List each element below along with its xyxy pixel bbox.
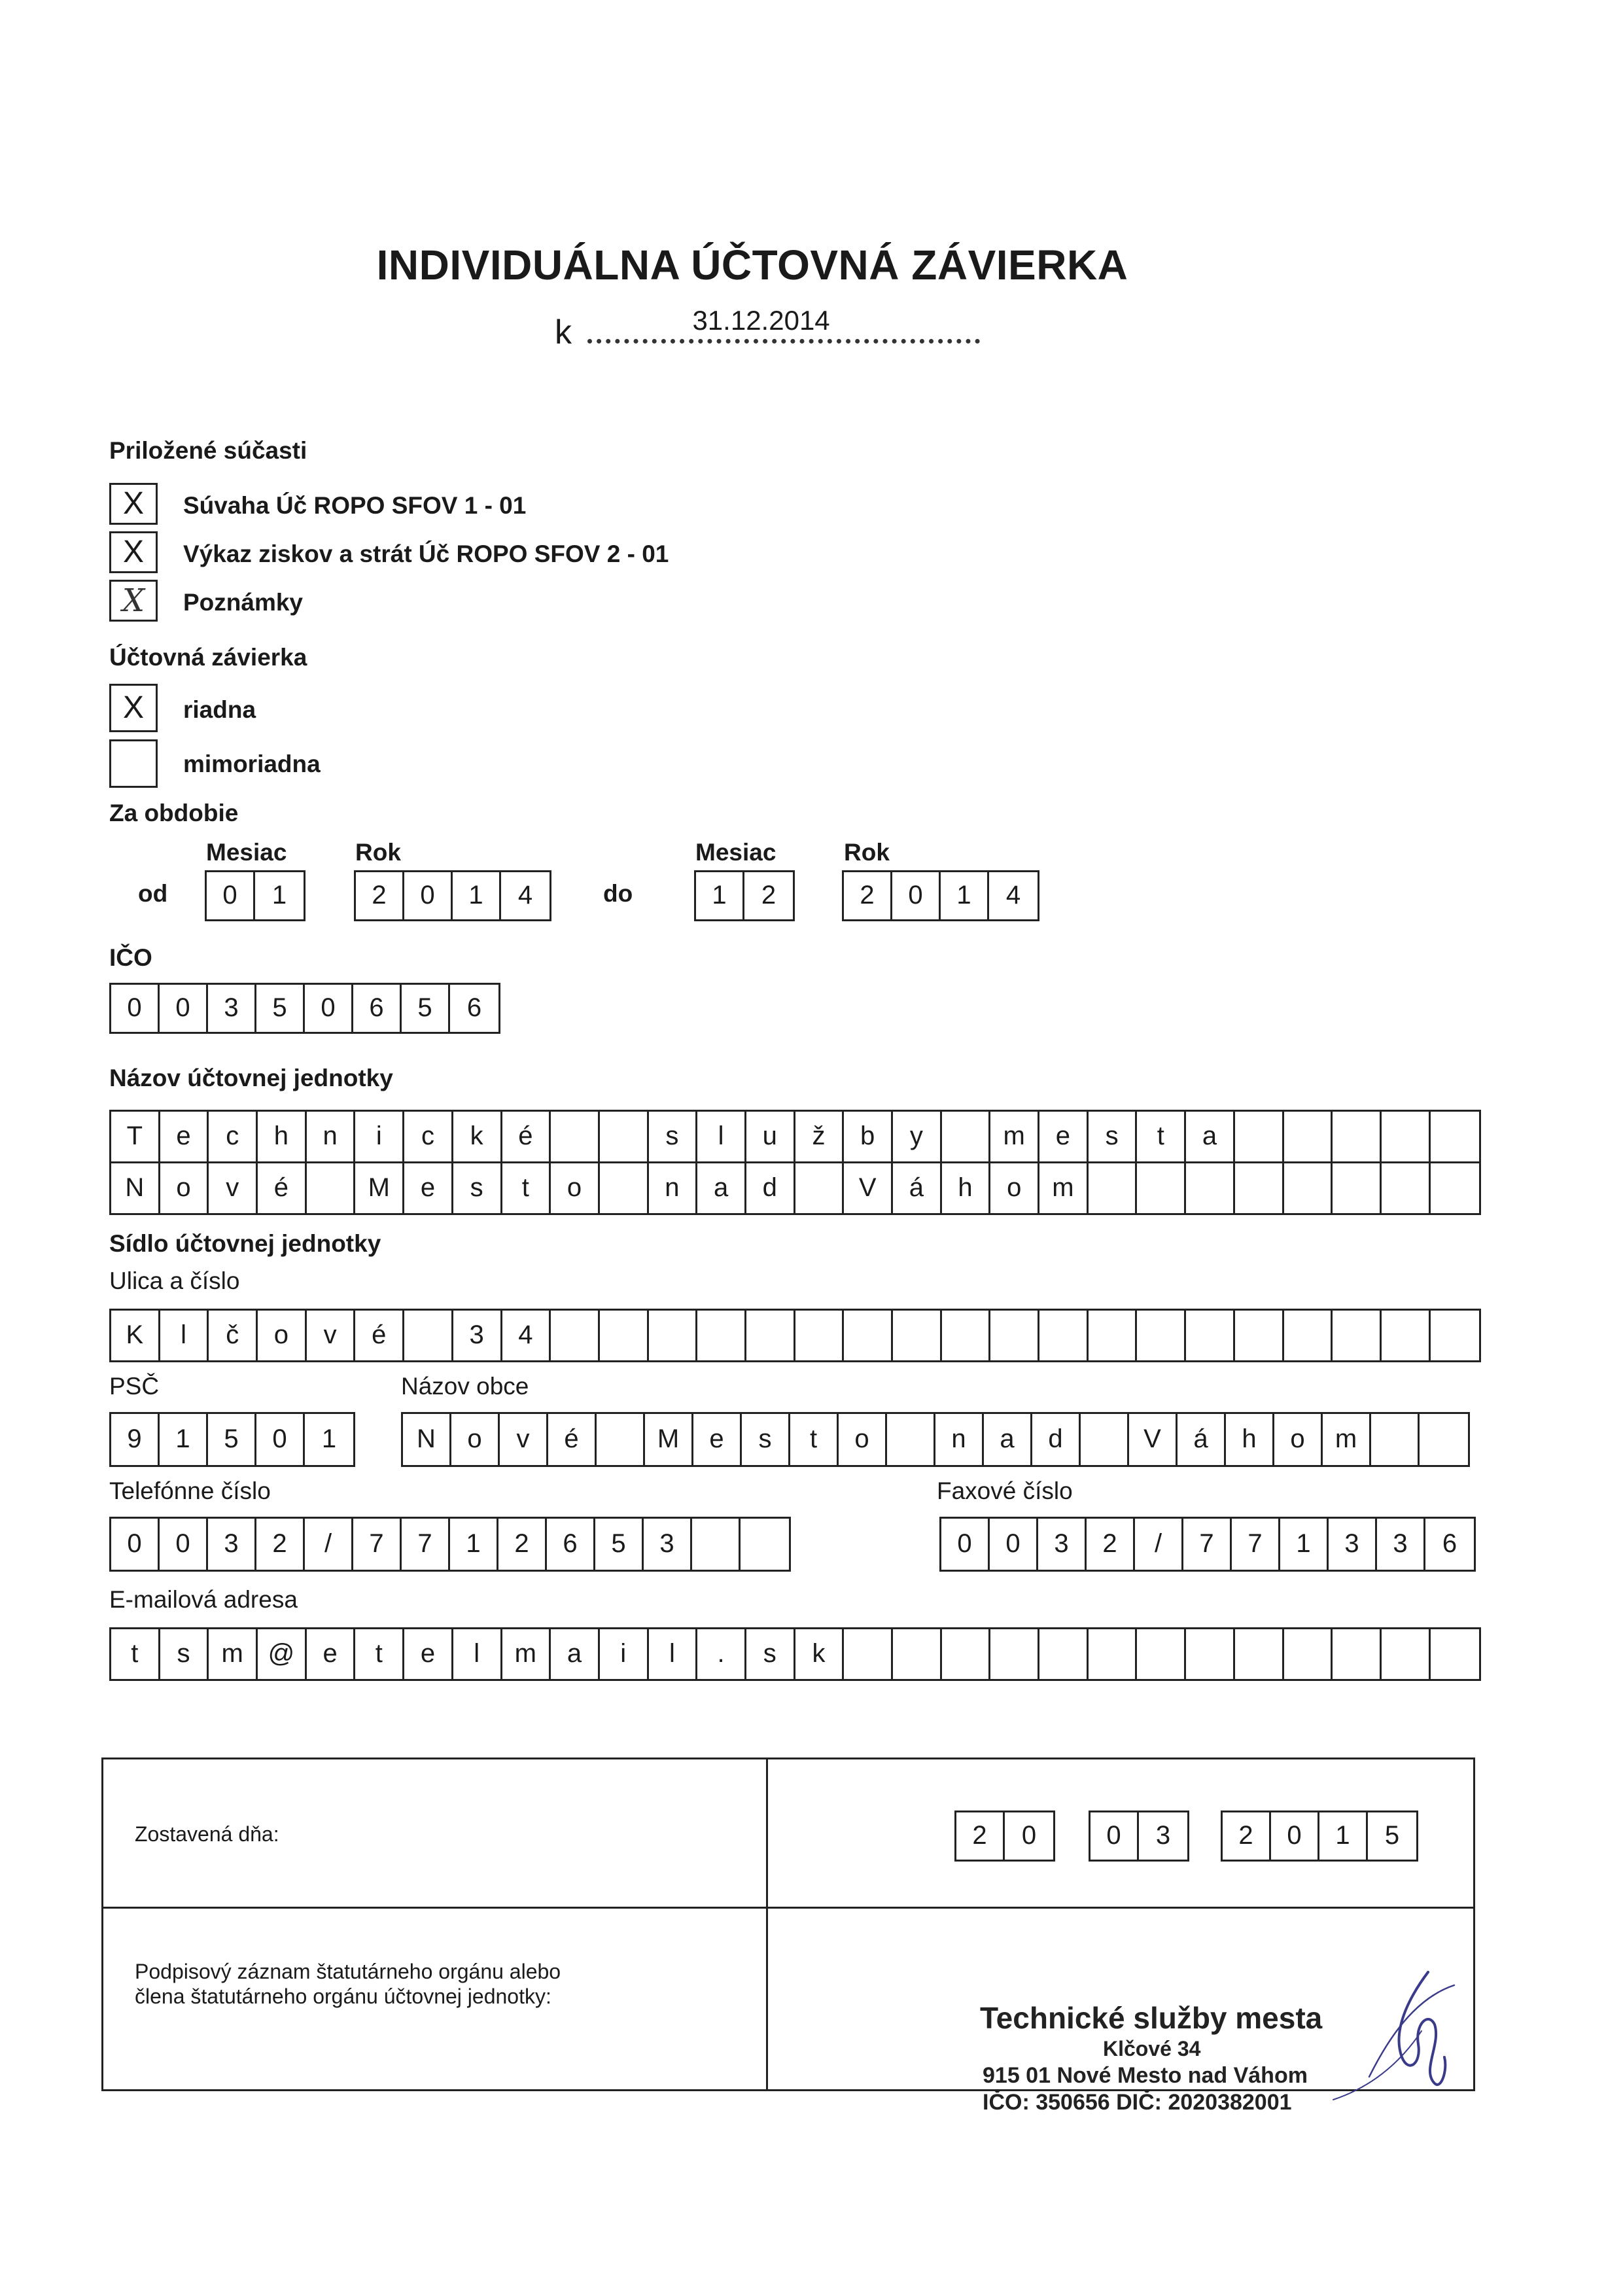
char-cell xyxy=(795,1163,845,1213)
digit-cell: 2 xyxy=(256,1519,305,1570)
label-extraordinary: mimoriadna xyxy=(183,751,321,777)
closure-type-heading: Účtovná závierka xyxy=(109,644,307,671)
char-cell: á xyxy=(1178,1414,1226,1465)
city-label: Názov obce xyxy=(401,1373,529,1400)
label-regular: riadna xyxy=(183,696,256,723)
street-row xyxy=(111,1311,1479,1360)
char-cell: c xyxy=(404,1112,453,1161)
email-label: E-mailová adresa xyxy=(109,1586,298,1613)
digit-cell: / xyxy=(305,1519,353,1570)
char-cell: o xyxy=(1274,1414,1323,1465)
to-month-field[interactable] xyxy=(694,870,795,921)
digit-cell: 2 xyxy=(844,872,892,919)
digit-cell: 0 xyxy=(207,872,255,919)
digit-cell: 1 xyxy=(271,881,287,910)
char-cell xyxy=(893,1311,942,1360)
char-cell xyxy=(795,1311,845,1360)
char-cell xyxy=(1420,1414,1468,1465)
digit-cell: 2 xyxy=(498,1519,547,1570)
digit-cell: 3 xyxy=(208,1519,256,1570)
char-cell: K xyxy=(111,1311,160,1360)
digit-cell: 5 xyxy=(208,1414,256,1465)
digit-cell: 5 xyxy=(1384,1821,1400,1850)
char-cell: s xyxy=(746,1629,795,1679)
char-cell: t xyxy=(790,1414,839,1465)
digit-cell: 6 xyxy=(1442,1529,1457,1558)
char-cell: s xyxy=(742,1414,790,1465)
stamp-line-2: Klčové 34 xyxy=(1103,2037,1201,2060)
attached-parts-heading: Priložené súčasti xyxy=(109,437,307,464)
char-cell xyxy=(1333,1112,1382,1161)
signature-label xyxy=(135,1959,561,2009)
char-cell xyxy=(1137,1311,1186,1360)
char-cell: s xyxy=(160,1629,209,1679)
digit-cell: 0 xyxy=(160,1519,208,1570)
digit-cell: 5 xyxy=(256,985,305,1032)
char-cell: 4 xyxy=(502,1311,551,1360)
char-cell: l xyxy=(160,1311,209,1360)
char-cell: y xyxy=(893,1112,942,1161)
digit-cell: 9 xyxy=(111,1414,160,1465)
char-cell: u xyxy=(746,1112,795,1161)
char-cell xyxy=(844,1311,893,1360)
to-year-field[interactable] xyxy=(842,870,1039,921)
char-cell: i xyxy=(355,1112,404,1161)
fax-field[interactable] xyxy=(939,1517,1476,1572)
phone-field[interactable] xyxy=(109,1517,791,1572)
digit-cell: 2 xyxy=(1087,1519,1135,1570)
char-cell xyxy=(942,1112,991,1161)
char-cell xyxy=(844,1629,893,1679)
char-cell xyxy=(1431,1311,1480,1360)
char-cell xyxy=(746,1311,795,1360)
char-cell xyxy=(1431,1112,1480,1161)
period-heading: Za obdobie xyxy=(109,800,239,826)
char-cell: v xyxy=(500,1414,548,1465)
digit-cell: 7 xyxy=(1183,1519,1232,1570)
email-field[interactable] xyxy=(109,1627,1481,1681)
compiled-day-field[interactable] xyxy=(954,1810,1055,1862)
from-year-field[interactable] xyxy=(354,870,551,921)
char-cell: č xyxy=(209,1311,258,1360)
digit-cell: 3 xyxy=(1038,1519,1087,1570)
char-cell: h xyxy=(942,1163,991,1213)
char-cell xyxy=(893,1629,942,1679)
char-cell xyxy=(404,1311,453,1360)
char-cell xyxy=(1039,1311,1089,1360)
char-cell: e xyxy=(307,1629,356,1679)
digit-cell: 3 xyxy=(1329,1519,1377,1570)
char-cell xyxy=(1431,1163,1480,1213)
from-month-label: Mesiac xyxy=(206,839,287,866)
char-cell: v xyxy=(307,1311,356,1360)
char-cell: o xyxy=(990,1163,1039,1213)
char-cell xyxy=(551,1112,600,1161)
char-cell: o xyxy=(551,1163,600,1213)
compiled-label: Zostavená dňa: xyxy=(135,1822,279,1846)
stamp-line-3: 915 01 Nové Mesto nad Váhom xyxy=(983,2063,1308,2088)
digit-cell: 4 xyxy=(517,881,533,910)
digit-cell: 1 xyxy=(450,1519,498,1570)
digit-cell: 7 xyxy=(1232,1519,1280,1570)
checkbox-extraordinary[interactable] xyxy=(109,739,158,788)
ico-label: IČO xyxy=(109,944,152,971)
char-cell xyxy=(1371,1414,1420,1465)
char-cell xyxy=(1137,1163,1186,1213)
char-cell: M xyxy=(645,1414,693,1465)
compiled-year-field[interactable] xyxy=(1221,1810,1418,1862)
char-cell xyxy=(1039,1629,1089,1679)
to-month-label: Mesiac xyxy=(695,839,777,866)
digit-cell: 1 xyxy=(453,872,501,919)
char-cell: s xyxy=(649,1112,698,1161)
char-cell: e xyxy=(160,1112,209,1161)
char-cell: M xyxy=(355,1163,404,1213)
char-cell xyxy=(1382,1629,1431,1679)
char-cell: á xyxy=(893,1163,942,1213)
digit-cell: 2 xyxy=(761,881,777,910)
char-cell xyxy=(597,1414,645,1465)
char-cell xyxy=(1089,1163,1138,1213)
digit-cell: 4 xyxy=(1005,881,1021,910)
char-cell xyxy=(1431,1629,1480,1679)
char-cell: n xyxy=(935,1414,984,1465)
char-cell xyxy=(1081,1414,1129,1465)
char-cell xyxy=(1284,1629,1333,1679)
stamp-line-1: Technické služby mesta xyxy=(980,2001,1323,2035)
char-cell: c xyxy=(209,1112,258,1161)
digit-cell: 3 xyxy=(1377,1519,1425,1570)
char-cell xyxy=(1284,1112,1333,1161)
digit-cell: 0 xyxy=(1271,1812,1319,1860)
char-cell xyxy=(1235,1629,1284,1679)
digit-cell: 3 xyxy=(1155,1821,1171,1850)
char-cell: m xyxy=(502,1629,551,1679)
char-cell xyxy=(1089,1629,1138,1679)
char-cell xyxy=(1235,1163,1284,1213)
char-cell xyxy=(551,1311,600,1360)
digit-cell: 5 xyxy=(402,985,450,1032)
checkbox-balance-sheet[interactable]: X xyxy=(109,483,158,525)
char-cell: e xyxy=(693,1414,742,1465)
char-cell: é xyxy=(258,1163,307,1213)
digit-cell: 2 xyxy=(356,872,404,919)
char-cell xyxy=(1186,1311,1235,1360)
char-cell xyxy=(1137,1629,1186,1679)
char-cell: o xyxy=(160,1163,209,1213)
street-label: Ulica a číslo xyxy=(109,1267,240,1294)
digit-cell: 0 xyxy=(111,1519,160,1570)
digit-cell: 2 xyxy=(1223,1812,1271,1860)
char-cell xyxy=(1089,1311,1138,1360)
char-cell: t xyxy=(1137,1112,1186,1161)
column-divider xyxy=(766,1759,768,2089)
char-cell: @ xyxy=(258,1629,307,1679)
char-cell: n xyxy=(649,1163,698,1213)
char-cell: h xyxy=(1226,1414,1274,1465)
unit-name-label: Názov účtovnej jednotky xyxy=(109,1065,393,1091)
char-cell: m xyxy=(1039,1163,1089,1213)
char-cell xyxy=(990,1311,1039,1360)
char-cell: k xyxy=(453,1112,502,1161)
from-year-label: Rok xyxy=(355,839,401,866)
digit-cell: / xyxy=(1135,1519,1183,1570)
digit-cell: 6 xyxy=(547,1519,595,1570)
date-field[interactable] xyxy=(587,305,980,344)
char-cell xyxy=(1186,1629,1235,1679)
char-cell xyxy=(887,1414,935,1465)
char-cell: a xyxy=(551,1629,600,1679)
char-cell: e xyxy=(404,1163,453,1213)
digit-cell: 1 xyxy=(1319,1812,1368,1860)
digit-cell xyxy=(741,1519,789,1570)
digit-cell: 1 xyxy=(160,1414,208,1465)
char-cell xyxy=(942,1311,991,1360)
digit-cell: 7 xyxy=(402,1519,450,1570)
handwritten-signature xyxy=(1330,1959,1480,2110)
char-cell: o xyxy=(451,1414,500,1465)
char-cell: l xyxy=(697,1112,746,1161)
char-cell: e xyxy=(1039,1112,1089,1161)
char-cell: a xyxy=(984,1414,1032,1465)
char-cell: d xyxy=(1032,1414,1081,1465)
digit-cell: 1 xyxy=(696,872,744,919)
compiled-month-field[interactable] xyxy=(1089,1810,1189,1862)
digit-cell: 0 xyxy=(1091,1812,1139,1860)
signature-section xyxy=(101,1757,1475,2115)
char-cell xyxy=(1186,1163,1235,1213)
unit-name-row-2 xyxy=(111,1161,1479,1213)
city-field[interactable] xyxy=(401,1412,1470,1467)
char-cell xyxy=(1235,1112,1284,1161)
char-cell: s xyxy=(453,1163,502,1213)
char-cell: t xyxy=(355,1629,404,1679)
char-cell: t xyxy=(111,1629,160,1679)
ico-field[interactable] xyxy=(109,983,500,1034)
char-cell xyxy=(942,1629,991,1679)
char-cell: a xyxy=(1186,1112,1235,1161)
char-cell xyxy=(1333,1629,1382,1679)
checkbox-regular[interactable]: X xyxy=(109,684,158,732)
psc-label: PSČ xyxy=(109,1373,160,1400)
char-cell: m xyxy=(209,1629,258,1679)
digit-cell: 1 xyxy=(1280,1519,1329,1570)
char-cell: o xyxy=(258,1311,307,1360)
digit-cell: 6 xyxy=(353,985,402,1032)
digit-cell: 0 xyxy=(256,1414,305,1465)
date-prefix: k xyxy=(555,313,572,351)
char-cell xyxy=(1382,1163,1431,1213)
char-cell: m xyxy=(990,1112,1039,1161)
char-cell xyxy=(649,1311,698,1360)
signature-label-line-1: Podpisový záznam štatutárneho orgánu alebo xyxy=(135,1960,561,1983)
checkbox-notes[interactable]: X xyxy=(109,580,158,622)
psc-field[interactable] xyxy=(109,1412,355,1467)
label-balance-sheet: Súvaha Úč ROPO SFOV 1 - 01 xyxy=(183,492,527,519)
digit-cell: 0 xyxy=(1021,1821,1037,1850)
digit-cell: 5 xyxy=(595,1519,644,1570)
char-cell xyxy=(1333,1163,1382,1213)
digit-cell xyxy=(692,1519,741,1570)
from-month-field[interactable] xyxy=(205,870,305,921)
digit-cell: 0 xyxy=(160,985,208,1032)
char-cell: ž xyxy=(795,1112,845,1161)
digit-cell: 1 xyxy=(941,872,989,919)
char-cell xyxy=(697,1311,746,1360)
char-cell: o xyxy=(839,1414,887,1465)
char-cell: b xyxy=(844,1112,893,1161)
seat-heading: Sídlo účtovnej jednotky xyxy=(109,1230,381,1257)
street-field[interactable] xyxy=(109,1309,1481,1362)
char-cell: h xyxy=(258,1112,307,1161)
digit-cell: 0 xyxy=(892,872,941,919)
digit-cell: 0 xyxy=(990,1519,1038,1570)
char-cell: T xyxy=(111,1112,160,1161)
char-cell: d xyxy=(746,1163,795,1213)
char-cell xyxy=(1284,1311,1333,1360)
char-cell xyxy=(600,1163,649,1213)
digit-cell: 0 xyxy=(404,872,453,919)
char-cell: l xyxy=(453,1629,502,1679)
to-year-label: Rok xyxy=(844,839,890,866)
char-cell: s xyxy=(1089,1112,1138,1161)
char-cell xyxy=(1333,1311,1382,1360)
char-cell: m xyxy=(1323,1414,1371,1465)
char-cell: é xyxy=(502,1112,551,1161)
digit-cell: 3 xyxy=(644,1519,692,1570)
checkbox-profit-loss[interactable]: X xyxy=(109,531,158,573)
char-cell: v xyxy=(209,1163,258,1213)
email-row xyxy=(111,1629,1479,1679)
char-cell: l xyxy=(649,1629,698,1679)
digit-cell: 0 xyxy=(305,985,353,1032)
digit-cell: 2 xyxy=(956,1812,1005,1860)
char-cell: e xyxy=(404,1629,453,1679)
char-cell: é xyxy=(548,1414,597,1465)
char-cell: 3 xyxy=(453,1311,502,1360)
fax-label: Faxové číslo xyxy=(937,1477,1073,1504)
char-cell: é xyxy=(355,1311,404,1360)
phone-label: Telefónne číslo xyxy=(109,1477,271,1504)
char-cell: . xyxy=(697,1629,746,1679)
unit-name-field[interactable] xyxy=(109,1110,1481,1215)
digit-cell: 1 xyxy=(321,1424,337,1453)
char-cell xyxy=(1382,1112,1431,1161)
char-cell: V xyxy=(1129,1414,1178,1465)
char-cell xyxy=(1235,1311,1284,1360)
label-profit-loss: Výkaz ziskov a strát Úč ROPO SFOV 2 - 01 xyxy=(183,540,669,567)
char-cell xyxy=(990,1629,1039,1679)
char-cell xyxy=(307,1163,356,1213)
char-cell: a xyxy=(697,1163,746,1213)
char-cell: n xyxy=(307,1112,356,1161)
char-cell: k xyxy=(795,1629,845,1679)
char-cell: N xyxy=(403,1414,451,1465)
digit-cell: 0 xyxy=(941,1519,990,1570)
label-notes: Poznámky xyxy=(183,589,304,616)
from-label: od xyxy=(138,880,168,907)
company-stamp xyxy=(980,2000,1322,2115)
digit-cell: 0 xyxy=(111,985,160,1032)
char-cell: t xyxy=(502,1163,551,1213)
stamp-line-4: IČO: 350656 DIČ: 2020382001 xyxy=(983,2090,1292,2115)
char-cell xyxy=(600,1112,649,1161)
unit-name-row-1 xyxy=(111,1112,1479,1161)
date-line xyxy=(555,305,980,352)
char-cell xyxy=(600,1311,649,1360)
char-cell: N xyxy=(111,1163,160,1213)
document-title: INDIVIDUÁLNA ÚČTOVNÁ ZÁVIERKA xyxy=(376,241,1128,289)
char-cell: V xyxy=(844,1163,893,1213)
digit-cell: 3 xyxy=(208,985,256,1032)
digit-cell: 6 xyxy=(466,993,482,1022)
signature-label-line-2: člena štatutárneho orgánu účtovnej jednotky: xyxy=(135,1985,551,2008)
char-cell xyxy=(1284,1163,1333,1213)
to-label: do xyxy=(603,880,633,907)
char-cell xyxy=(1382,1311,1431,1360)
char-cell: i xyxy=(600,1629,649,1679)
date-value: 31.12.2014 xyxy=(692,305,830,336)
digit-cell: 7 xyxy=(353,1519,402,1570)
section-divider xyxy=(103,1907,1473,1909)
